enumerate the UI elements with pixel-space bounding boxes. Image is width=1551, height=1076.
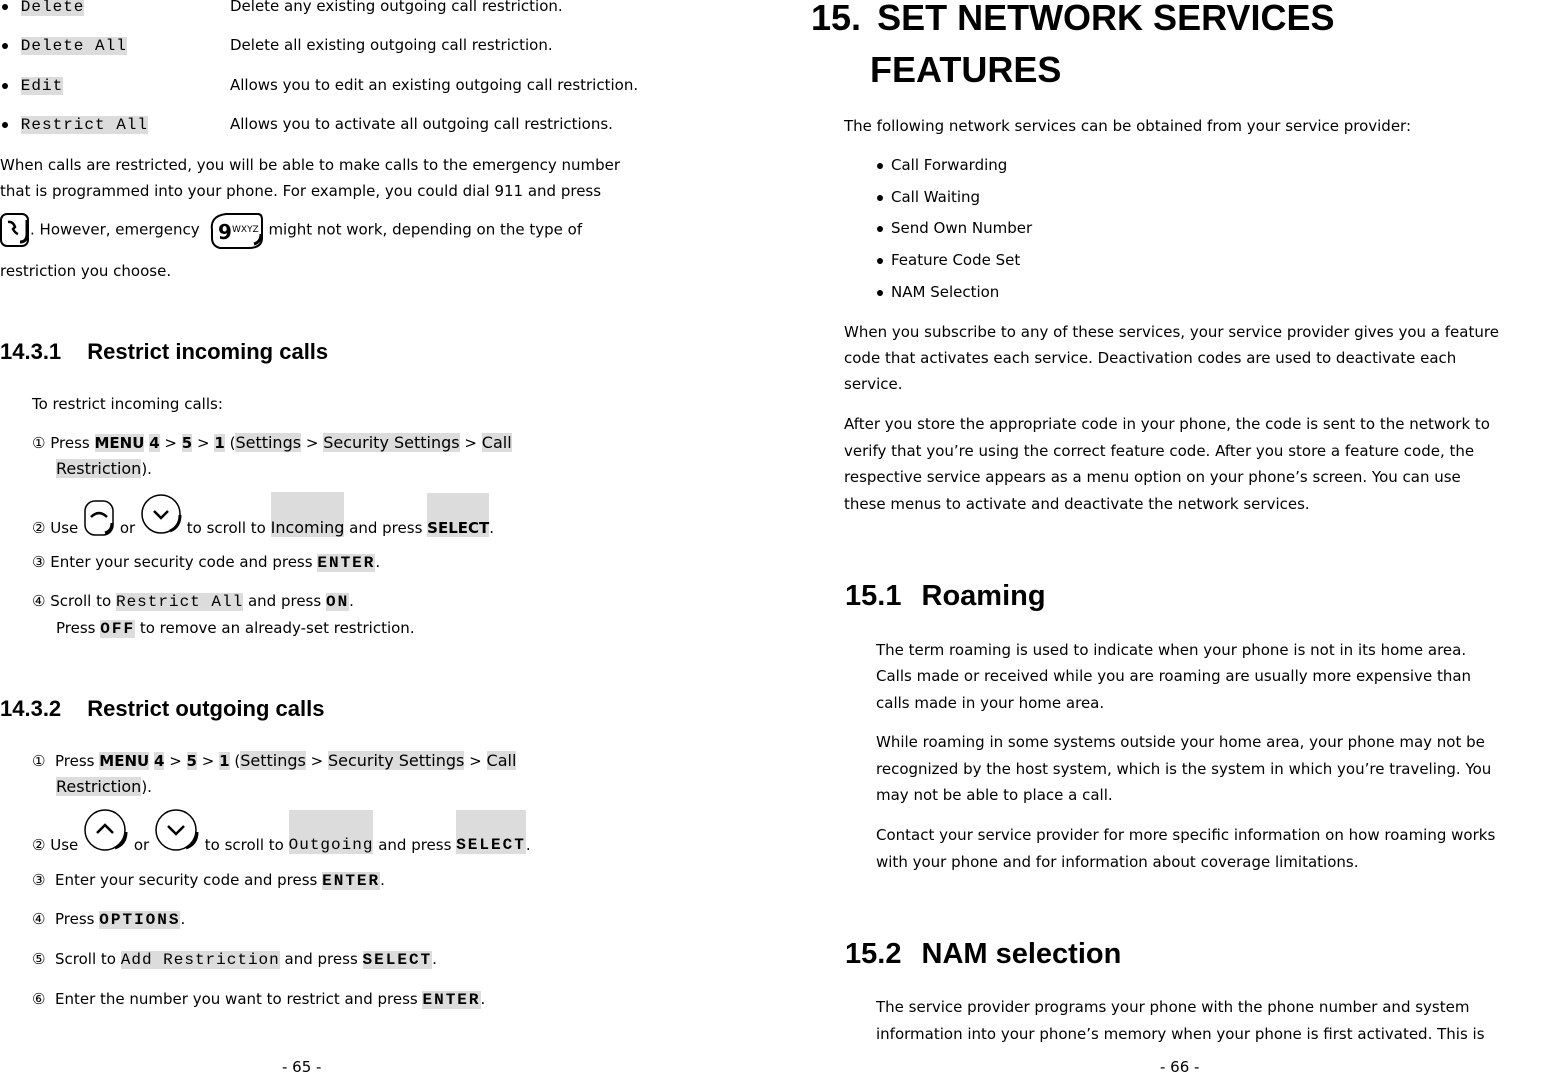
separator: > xyxy=(464,434,477,452)
section-number: 14.3.2 xyxy=(0,696,62,721)
option-edit xyxy=(2,76,63,95)
emergency-line-4: restriction you choose. xyxy=(0,262,172,280)
down-arrow-key-icon xyxy=(140,493,182,537)
bullet-icon xyxy=(877,258,883,264)
bullet-icon xyxy=(2,83,8,89)
down-arrow-key-icon xyxy=(154,808,200,854)
option-desc: Allows you to edit an existing outgoing call restriction. xyxy=(230,76,639,94)
step-number: ④ xyxy=(32,910,46,928)
chapter-title-line-2: FEATURES xyxy=(870,49,1062,90)
service-label: NAM Selection xyxy=(891,283,1000,301)
para2-line: After you store the appropriate code in your phone, the code is sent to the network to xyxy=(844,415,1490,433)
para1-line: service. xyxy=(844,375,903,393)
paren: ( xyxy=(229,434,236,452)
separator: > xyxy=(310,752,324,770)
sec1-step-1 xyxy=(32,433,512,452)
step-text: Use xyxy=(50,836,79,854)
bullet-icon xyxy=(877,290,883,296)
bullet-icon xyxy=(2,122,8,128)
menu-target-outgoing: Outgoing xyxy=(289,810,374,854)
step-text: Press xyxy=(55,752,95,770)
separator: > xyxy=(169,752,182,770)
menu-path-restriction: Restriction xyxy=(56,459,142,478)
sec1-step-4 xyxy=(32,592,354,611)
sec2-step-1-cont xyxy=(56,777,152,796)
step-text: to remove an already-set restriction. xyxy=(139,619,415,637)
sec1-step-3 xyxy=(32,553,380,572)
sec2-step-1 xyxy=(32,751,516,770)
bullet-icon xyxy=(877,226,883,232)
bullet-icon xyxy=(2,4,8,10)
section-number: 15.1 xyxy=(845,580,902,612)
menu-path-settings: Settings xyxy=(235,433,302,452)
key-4-label: 4 xyxy=(153,752,165,770)
emergency-text-a: . However, emergency xyxy=(30,220,200,239)
roaming-p1-line: The term roaming is used to indicate when your phone is not in its home area. xyxy=(876,641,1467,659)
service-label: Feature Code Set xyxy=(891,251,1021,269)
service-label: Call Forwarding xyxy=(891,156,1008,174)
step-text: Scroll to xyxy=(50,592,112,610)
service-item xyxy=(877,219,1032,237)
roaming-p1-line: calls made in your home area. xyxy=(876,694,1105,712)
select-key-label: SELECT xyxy=(362,951,433,969)
punct: . xyxy=(380,871,385,889)
sec2-step-6 xyxy=(32,990,485,1009)
key-4-label: 4 xyxy=(149,434,160,452)
roaming-p2-line: While roaming in some systems outside your home area, your phone may not be xyxy=(876,733,1485,751)
step-text: Scroll to xyxy=(55,950,116,968)
sec1-step-4-cont xyxy=(56,619,415,638)
chapter-heading xyxy=(811,0,1334,39)
bullet-icon xyxy=(877,195,883,201)
step-text: and press xyxy=(378,836,452,854)
step-number: ① xyxy=(32,434,46,452)
sec2-step-4 xyxy=(32,910,185,929)
step-number: ③ xyxy=(32,553,46,571)
page-number-left: - 65 - xyxy=(282,1058,322,1076)
step-number: ⑤ xyxy=(32,950,46,968)
section-heading-15-1 xyxy=(845,580,1046,613)
section-heading-14-3-1 xyxy=(0,339,328,365)
bullet-icon xyxy=(2,43,8,49)
menu-target-restrict-all: Restrict All xyxy=(115,593,244,611)
menu-key-label: MENU xyxy=(99,752,150,770)
punct: . xyxy=(525,836,531,854)
step-text: Enter the number you want to restrict and press xyxy=(55,990,418,1008)
separator: > xyxy=(164,434,177,452)
step-text: to scroll to xyxy=(186,519,266,537)
separator: > xyxy=(201,752,215,770)
send-key-icon xyxy=(0,212,30,248)
sec1-step-2 xyxy=(32,487,494,537)
sec1-intro: To restrict incoming calls: xyxy=(32,395,223,413)
para1-line: code that activates each service. Deactivation codes are used to deactivate each xyxy=(844,349,1457,367)
emergency-line-2: that is programmed into your phone. For example, you could dial 911 and press xyxy=(0,182,602,200)
up-arrow-key-icon xyxy=(83,499,115,537)
option-term: Delete xyxy=(20,0,85,16)
separator: > xyxy=(197,434,210,452)
punct: . xyxy=(489,519,495,537)
para2-line: verify that you’re using the correct feature code. After you store a feature code, the xyxy=(844,442,1475,460)
on-key-label: ON xyxy=(325,593,350,611)
emergency-text-b: might not work, depending on the type of xyxy=(268,220,583,239)
chapter-number: 15. xyxy=(811,0,862,38)
step-number: ③ xyxy=(32,871,46,889)
step-number: ② xyxy=(32,519,46,537)
section-title: Restrict incoming calls xyxy=(87,339,329,364)
menu-path-security: Security Settings xyxy=(327,751,465,770)
roaming-p2-line: recognized by the host system, which is the system in which you’re traveling. You xyxy=(876,760,1492,778)
options-key-label: OPTIONS xyxy=(99,911,181,929)
punct: . xyxy=(480,990,486,1008)
key-5-label: 5 xyxy=(186,752,197,770)
service-item xyxy=(877,188,980,206)
section-title: NAM selection xyxy=(921,938,1122,970)
services-intro: The following network services can be obtained from your service provider: xyxy=(844,117,1412,135)
option-restrict-all xyxy=(2,115,148,134)
nine-key-icon xyxy=(208,210,264,250)
section-title: Restrict outgoing calls xyxy=(87,696,325,721)
step-number: ① xyxy=(32,752,46,770)
section-heading-15-2 xyxy=(845,938,1121,971)
page-number-right: - 66 - xyxy=(1160,1058,1200,1076)
service-item xyxy=(877,283,999,301)
off-key-label: OFF xyxy=(100,620,136,638)
step-text: Press xyxy=(56,619,96,637)
select-key-label: SELECT xyxy=(427,493,489,537)
service-item xyxy=(877,251,1020,269)
para2-line: respective service appears as a menu option on your phone’s screen. You can use xyxy=(844,468,1461,486)
emergency-line-1: When calls are restricted, you will be able to make calls to the emergency number xyxy=(0,156,621,174)
paren: ). xyxy=(141,460,152,478)
option-delete xyxy=(2,0,84,16)
menu-path-security: Security Settings xyxy=(323,433,460,452)
roaming-p1-line: Calls made or received while you are roaming are usually more expensive than xyxy=(876,667,1472,685)
service-label: Call Waiting xyxy=(891,188,981,206)
menu-target-add-restriction: Add Restriction xyxy=(120,951,280,969)
section-number: 14.3.1 xyxy=(0,339,62,364)
paren: ( xyxy=(234,752,241,770)
option-desc: Allows you to activate all outgoing call restrictions. xyxy=(230,115,613,133)
step-text: to scroll to xyxy=(204,836,284,854)
para2-line: these menus to activate and deactivate the network services. xyxy=(844,495,1310,513)
chapter-title-line-1: SET NETWORK SERVICES xyxy=(877,0,1335,38)
sec2-step-2 xyxy=(32,804,531,854)
service-item xyxy=(877,156,1007,174)
option-term: Delete All xyxy=(20,37,127,55)
punct: . xyxy=(432,950,437,968)
step-text: or xyxy=(119,519,136,537)
step-number: ② xyxy=(32,836,46,854)
separator: > xyxy=(305,434,319,452)
option-term: Edit xyxy=(20,77,64,95)
paren: ). xyxy=(141,778,152,796)
step-text: Press xyxy=(55,910,95,928)
option-desc: Delete all existing outgoing call restriction. xyxy=(230,36,553,54)
menu-path-call: Call xyxy=(486,751,517,770)
step-text: Use xyxy=(50,519,79,537)
step-text: and press xyxy=(349,519,423,537)
emergency-line-3 xyxy=(0,210,582,250)
key-1-label: 1 xyxy=(214,434,225,452)
svg-text:WXYZ: WXYZ xyxy=(232,225,260,235)
enter-key-label: ENTER xyxy=(322,872,381,890)
roaming-p3-line: Contact your service provider for more specific information on how roaming works xyxy=(876,826,1496,844)
punct: . xyxy=(180,910,186,928)
service-label: Send Own Number xyxy=(891,219,1033,237)
menu-path-restriction: Restriction xyxy=(56,777,142,796)
roaming-p2-line: may not be able to place a call. xyxy=(876,786,1113,804)
para1-line: When you subscribe to any of these services, your service provider gives you a feature xyxy=(844,323,1499,341)
step-text: or xyxy=(133,836,150,854)
step-number: ④ xyxy=(32,592,46,610)
punct: . xyxy=(375,553,381,571)
punct: . xyxy=(349,592,354,610)
option-delete-all xyxy=(2,36,127,55)
step-text: Press xyxy=(50,434,90,452)
menu-path-settings: Settings xyxy=(240,751,306,770)
separator: > xyxy=(469,752,482,770)
sec2-step-5 xyxy=(32,950,437,969)
nam-p1-line: information into your phone’s memory when your phone is first activated. This is xyxy=(876,1025,1485,1043)
key-1-label: 1 xyxy=(219,752,230,770)
step-text: Enter your security code and press xyxy=(50,553,313,571)
menu-key-label: MENU xyxy=(94,434,145,452)
option-desc: Delete any existing outgoing call restriction. xyxy=(230,0,563,15)
sec1-step-1-cont xyxy=(56,459,152,478)
step-text: and press xyxy=(247,592,322,610)
enter-key-label: ENTER xyxy=(317,554,376,572)
key-5-label: 5 xyxy=(181,434,193,452)
section-number: 15.2 xyxy=(845,938,902,970)
roaming-p3-line: with your phone and for information about coverage limitations. xyxy=(876,853,1359,871)
menu-path-call: Call xyxy=(481,433,512,452)
step-number: ⑥ xyxy=(32,990,46,1008)
sec2-step-3 xyxy=(32,871,385,890)
svg-text:9: 9 xyxy=(218,220,233,244)
option-term: Restrict All xyxy=(20,116,148,134)
nam-p1-line: The service provider programs your phone with the phone number and system xyxy=(876,998,1470,1016)
up-arrow-key-icon xyxy=(83,808,129,854)
bullet-icon xyxy=(877,163,883,169)
menu-target-incoming: Incoming xyxy=(271,492,345,537)
step-text: and press xyxy=(284,950,358,968)
select-key-label: SELECT xyxy=(456,810,526,854)
step-text: Enter your security code and press xyxy=(55,871,318,889)
enter-key-label: ENTER xyxy=(422,991,481,1009)
section-heading-14-3-2 xyxy=(0,696,324,722)
section-title: Roaming xyxy=(921,580,1046,612)
